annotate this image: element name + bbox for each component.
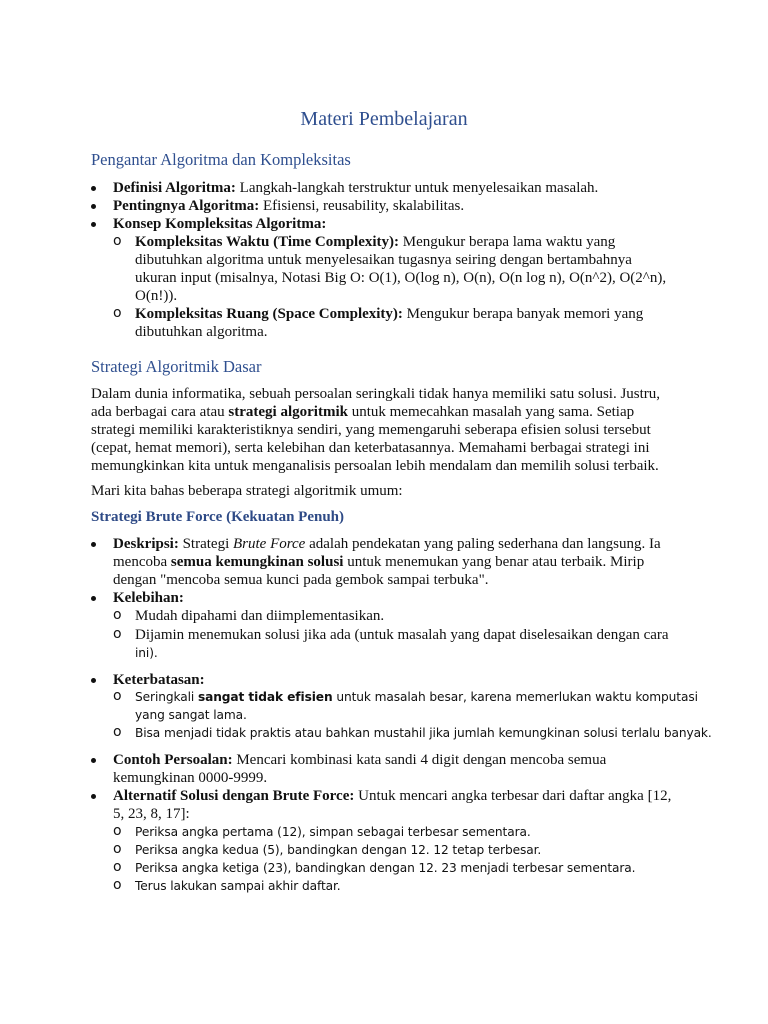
sub-bullet-icon: o xyxy=(113,823,122,839)
bullet-pentingnya xyxy=(113,197,464,215)
bullet-icon xyxy=(91,794,96,799)
sub-bullet-text: Bisa menjadi tidak praktis atau bahkan mustahil jika jumlah kemungkinan solusi terlalu banyak. xyxy=(135,726,712,740)
bullet-icon xyxy=(91,204,96,209)
bullet-text: Mengukur berapa banyak memori yang xyxy=(402,306,644,322)
paragraph-line: strategi memiliki karakteristiknya sendiri, yang memengaruhi seberapa efisien solusi tersebut xyxy=(91,422,651,438)
bullet-contoh-persoalan xyxy=(113,751,606,769)
text-run: Mencari kombinasi kata sandi 4 digit dengan mencoba semua xyxy=(232,752,607,768)
text-run: Strategi xyxy=(178,536,233,552)
bold-term: semua kemungkinan solusi xyxy=(170,554,344,570)
section-heading-intro: Pengantar Algoritma dan Kompleksitas xyxy=(91,150,351,169)
paragraph-line: Dalam dunia informatika, sebuah persoalan seringkali tidak hanya memiliki satu solusi. Justru, xyxy=(91,386,661,402)
paragraph-line: memungkinkan kita untuk menganalisis persoalan lebih mendalam dan memilih solusi terbaik. xyxy=(91,458,659,474)
sub-bullet-icon: o xyxy=(113,877,122,893)
text-run: untuk menemukan yang benar atau terbaik. Mirip xyxy=(343,554,645,570)
text-line: yang sangat lama. xyxy=(135,708,247,722)
text-run: untuk memecahkan masalah yang sama. Setiap xyxy=(347,404,635,420)
bullet-keterbatasan xyxy=(113,671,205,689)
bullet-definisi xyxy=(113,179,598,197)
bullet-label: Alternatif Solusi dengan Brute Force: xyxy=(113,788,355,804)
text-line: dibutuhkan algoritma untuk menyelesaikan tugasnya seiring dengan bertambahnya xyxy=(135,252,632,268)
text-run: mencoba xyxy=(113,554,171,570)
bullet-text: Efisiensi, reusability, skalabilitas. xyxy=(259,198,465,214)
sub-bullet-text: Periksa angka kedua (5), bandingkan dengan 12. 12 tetap terbesar. xyxy=(135,843,542,857)
text-run: untuk masalah besar, karena memerlukan waktu komputasi xyxy=(332,690,698,704)
paragraph-line: Mari kita bahas beberapa strategi algoritmik umum: xyxy=(91,483,403,499)
bullet-label: Deskripsi: xyxy=(113,536,179,552)
text-line: ini). xyxy=(135,646,158,660)
sub-bullet-text: Dijamin menemukan solusi jika ada (untuk masalah yang dapat diselesaikan dengan cara xyxy=(135,627,669,643)
bullet-kelebihan xyxy=(113,589,184,607)
paragraph-line: (cepat, hemat memori), serta kelebihan dan keterbatasannya. Memahami berbagai strategi ini xyxy=(91,440,650,456)
sub-bullet-icon: o xyxy=(113,626,122,642)
sub-bullet-text: Periksa angka pertama (12), simpan sebagai terbesar sementara. xyxy=(135,825,531,839)
section-heading-brute-force: Strategi Brute Force (Kekuatan Penuh) xyxy=(91,509,345,525)
text-line: ukuran input (misalnya, Notasi Big O: O(1), O(log n), O(n), O(n log n), O(n^2), O(2^n), xyxy=(135,270,667,286)
bullet-label: Kompleksitas Ruang (Space Complexity): xyxy=(135,306,403,322)
sub-bullet-text xyxy=(135,688,698,706)
text-line: kemungkinan 0000-9999. xyxy=(113,770,268,786)
bullet-label: Pentingnya Algoritma: xyxy=(113,198,260,214)
page-title: Materi Pembelajaran xyxy=(300,108,468,130)
bullet-text: Langkah-langkah terstruktur untuk menyelesaikan masalah. xyxy=(235,180,599,196)
bullet-text: Mengukur berapa lama waktu yang xyxy=(399,234,616,250)
text-run: Seringkali xyxy=(135,690,198,704)
sub-bullet-icon: o xyxy=(113,688,122,704)
sub-bullet-icon: o xyxy=(113,841,122,857)
sub-bullet-icon: o xyxy=(113,859,122,875)
italic-term: Brute Force xyxy=(233,536,306,552)
text-run: adalah pendekatan yang paling sederhana dan langsung. Ia xyxy=(305,536,661,552)
bullet-icon xyxy=(91,222,96,227)
bullet-icon xyxy=(91,542,96,547)
bullet-konsep xyxy=(113,215,326,233)
sub-bullet-icon: o xyxy=(113,607,122,623)
sub-bullet-text: Periksa angka ketiga (23), bandingkan dengan 12. 23 menjadi terbesar sementara. xyxy=(135,861,636,875)
text-line: dengan "mencoba semua kunci pada gembok sampai terbuka". xyxy=(113,572,489,588)
bold-term: sangat tidak efisien xyxy=(197,690,333,704)
section-heading-strategi: Strategi Algoritmik Dasar xyxy=(91,357,262,376)
sub-bullet-text: Mudah dipahami dan diimplementasikan. xyxy=(135,608,385,624)
bullet-label: Kelebihan: xyxy=(113,590,184,606)
text-run: ada berbagai cara atau xyxy=(91,404,229,420)
bullet-icon xyxy=(91,758,96,763)
paragraph-line xyxy=(91,403,634,421)
bullet-label: Definisi Algoritma: xyxy=(113,180,236,196)
sub-bullet-time-complexity xyxy=(135,233,615,251)
bullet-label: Kompleksitas Waktu (Time Complexity): xyxy=(135,234,400,250)
text-line: O(n!)). xyxy=(135,288,178,304)
bullet-alternatif-solusi xyxy=(113,787,671,805)
bullet-label: Konsep Kompleksitas Algoritma: xyxy=(113,216,327,232)
bullet-label: Contoh Persoalan: xyxy=(113,752,233,768)
bullet-icon xyxy=(91,596,96,601)
bullet-label: Keterbatasan: xyxy=(113,672,205,688)
text-line: dibutuhkan algoritma. xyxy=(135,324,268,340)
sub-bullet-icon: o xyxy=(113,724,122,740)
text-line: 5, 23, 8, 17]: xyxy=(113,806,190,822)
bold-term: strategi algoritmik xyxy=(228,404,348,420)
text-line xyxy=(113,553,644,571)
bullet-icon xyxy=(91,678,96,683)
bullet-icon xyxy=(91,186,96,191)
sub-bullet-icon: o xyxy=(113,305,122,321)
sub-bullet-space-complexity xyxy=(135,305,643,323)
sub-bullet-text: Terus lakukan sampai akhir daftar. xyxy=(135,879,341,893)
text-run: Untuk mencari angka terbesar dari daftar angka [12, xyxy=(354,788,672,804)
sub-bullet-icon: o xyxy=(113,233,122,249)
bullet-deskripsi xyxy=(113,535,661,553)
